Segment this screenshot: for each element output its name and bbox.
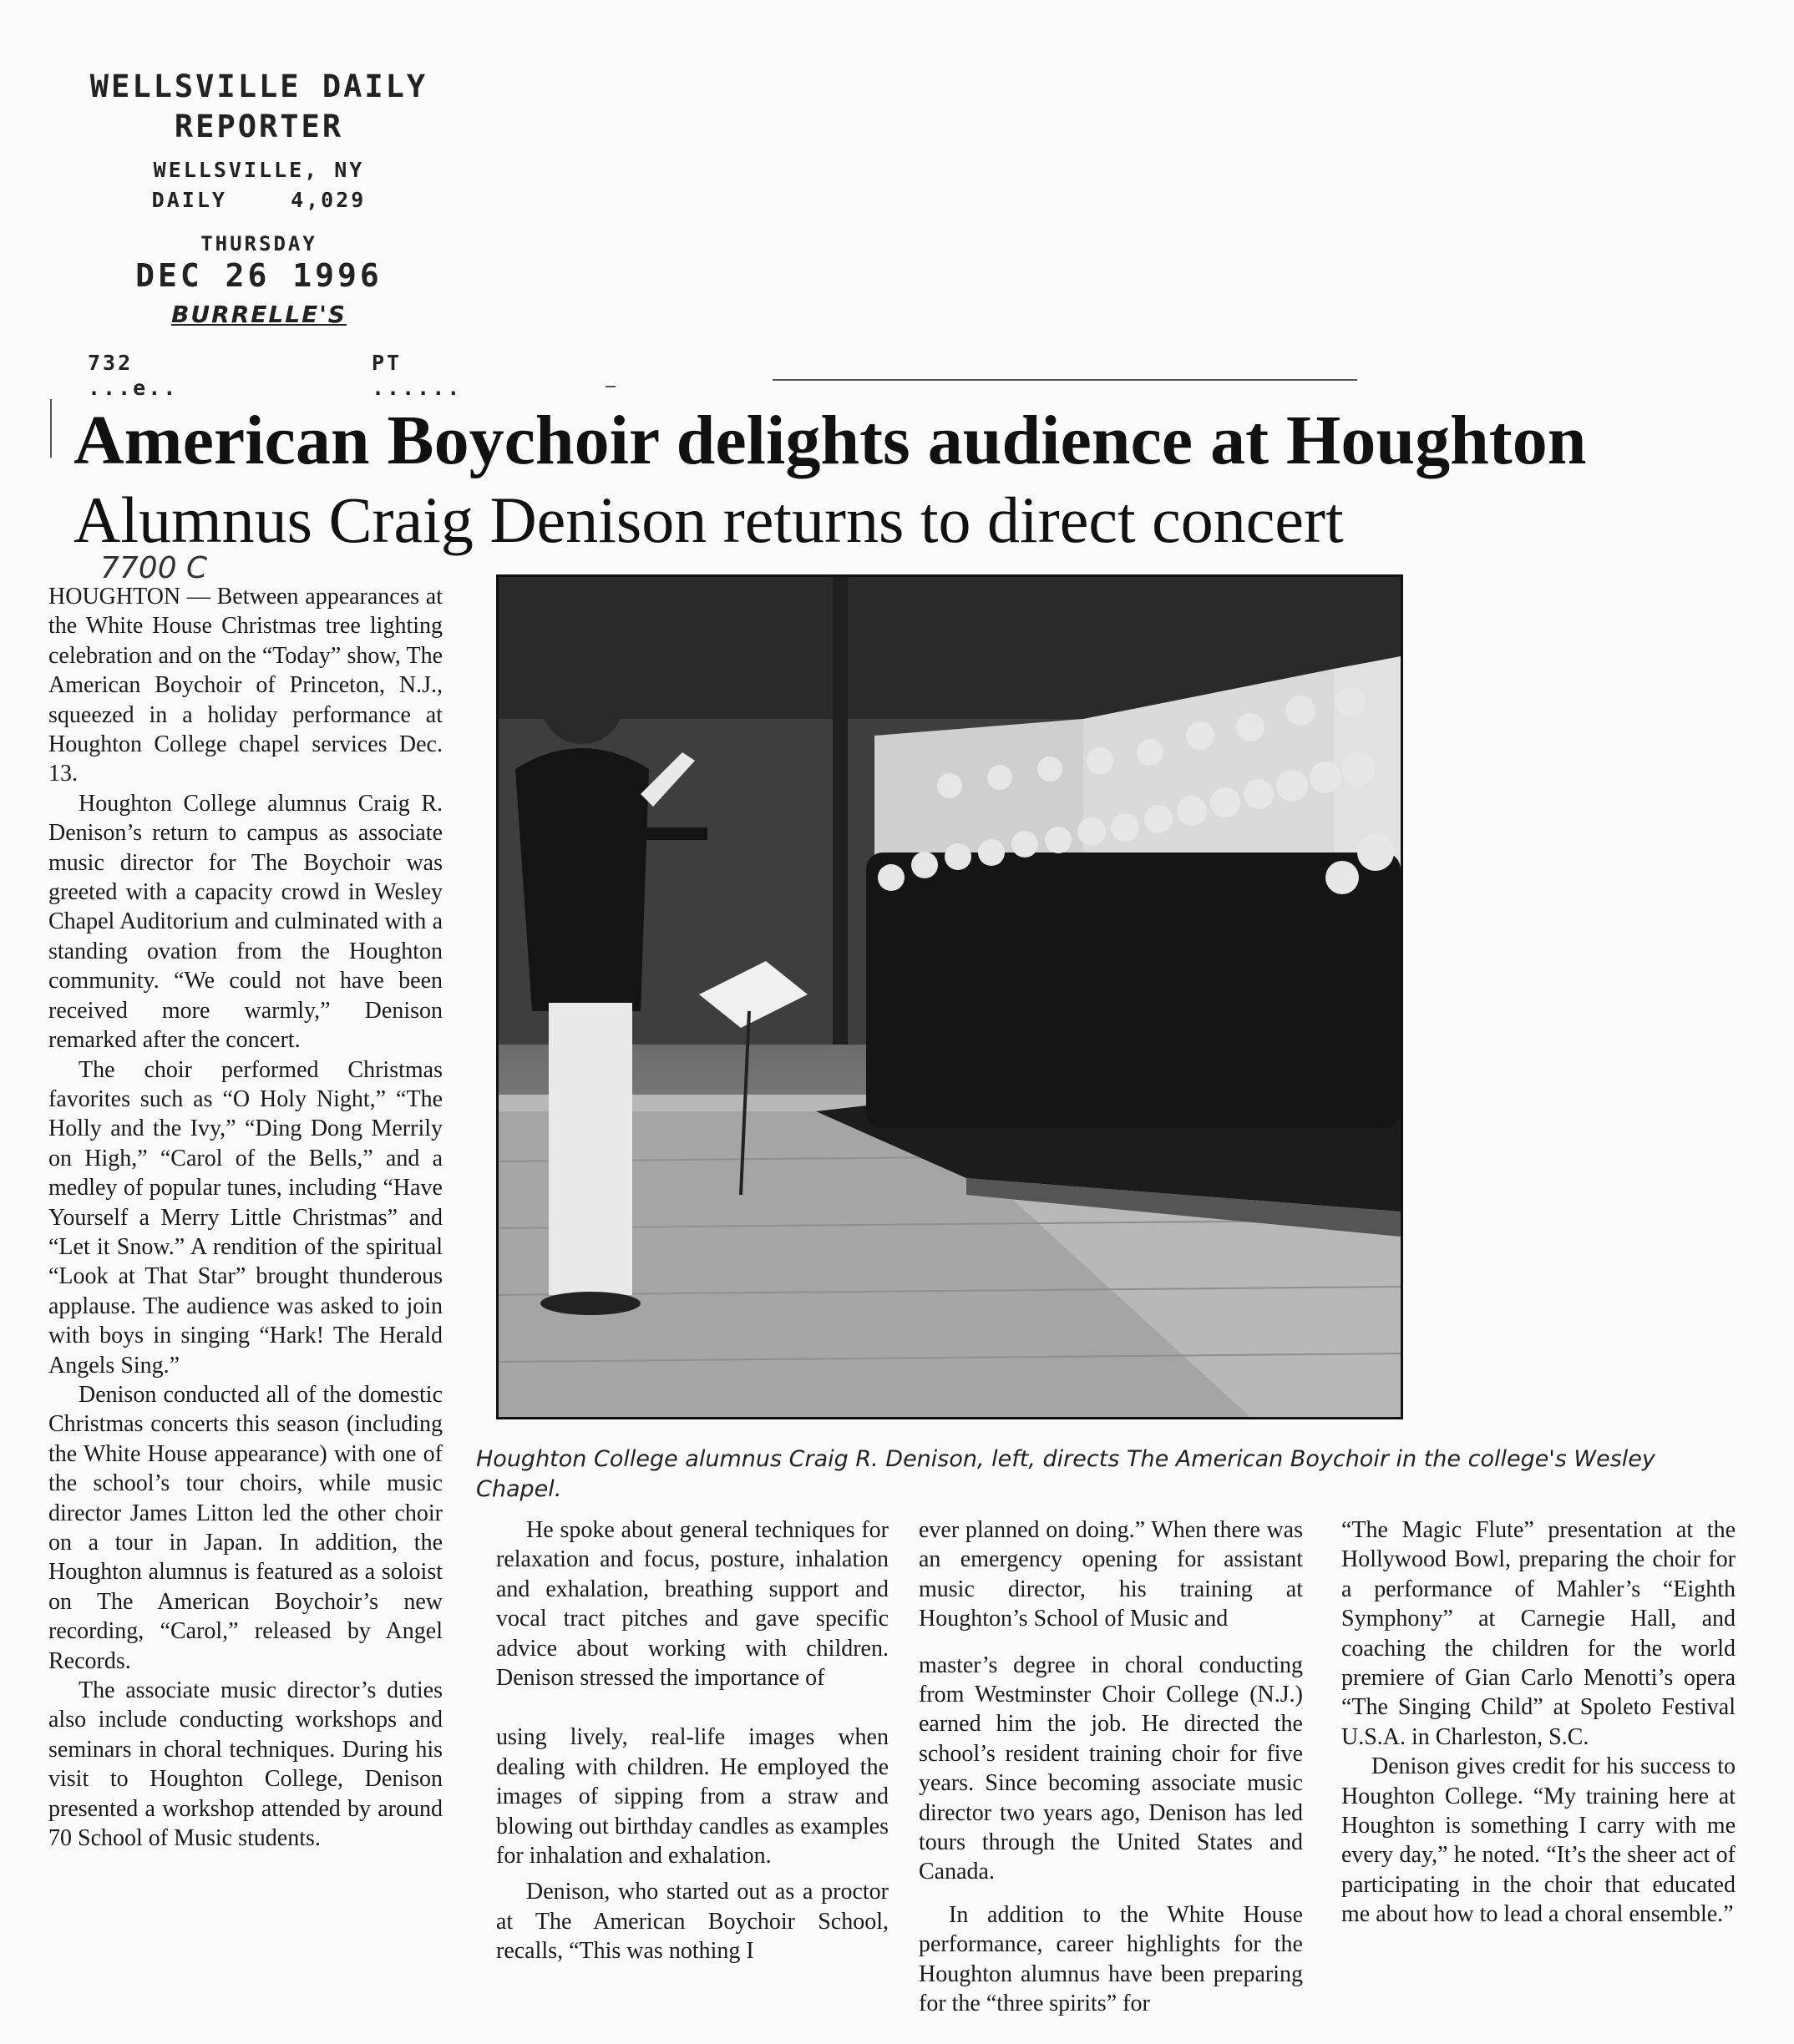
paragraph: ever planned on doing.” When there was an emergency opening for assistant music director, his training at Houghton’s School of Music and (919, 1517, 1303, 1632)
code-right (372, 351, 462, 401)
paragraph: The choir performed Christmas favorites such as “O Holy Night,” “The Holly and the Ivy,” “Ding Dong Merrily on High,” “Carol of the Bells,” and a medley of popular tunes, including “Have Yourself a Merry Little Christmas” and “Let it Snow.” A rendition of the spiritual “Look at That Star” brought thunderous applause. The audience was asked to join with boys in singing “Hark! The Herald Angels Sing.” (48, 1056, 443, 1379)
code-right-label: PT (372, 351, 403, 375)
code-right-sub: ...... (372, 376, 463, 400)
paragraph: HOUGHTON — Between appearances at the White House Christmas tree lighting celebration and on the “Today” show, The American Boychoir of Princeton, N.J., squeezed in a holiday performance at Houghton College chapel services Dec. 13. (48, 584, 443, 787)
paragraph: using lively, real-life images when dealing with children. He employed the images of sipping from a straw and blowing out birthday candles as examples for inhalation and exhalation. (496, 1724, 889, 1869)
paragraph: “The Magic Flute” presentation at the Hollywood Bowl, preparing the choir for a performance of Mahler’s “Eighth Symphony” at Carnegie Hall, and coaching the children for the world premiere of Gian Carlo Menotti’s opera “The Singing Child” at Spoleto Festival U.S.A. in Charleston, S.C. (1341, 1517, 1736, 1750)
choir-photo-graphic (499, 577, 1401, 1417)
clipping-masthead (67, 67, 451, 328)
code-left-sub: ...e.. (88, 376, 179, 400)
top-rule-dash (606, 386, 616, 387)
article-column-4 (1341, 1515, 1736, 1930)
paragraph: He spoke about general techniques for relaxation and focus, posture, inhalation and exhalation, breathing support and vocal tract pitches and gave specific advice about working with children. Denison stressed the importance of (496, 1517, 889, 1692)
paragraph: The associate music director’s duties also include conducting workshops and seminars in choral techniques. During his visit to Houghton College, Denison presented a workshop attended by around 70 School of Music students. (48, 1677, 443, 1852)
paragraph: master’s degree in choral conducting from Westminster Choir College (N.J.) earned him the job. He directed the school’s resident training choir for five years. Since becoming associate music director two years ago, Denison has led tours through the United States and Canada. (919, 1652, 1303, 1885)
photo-caption: Houghton College alumnus Craig R. Denison, left, directs The American Boychoir in the college's Wesley Chapel. (476, 1446, 1655, 1502)
paragraph: Houghton College alumnus Craig R. Denison’s return to campus as associate music director for The Boychoir was greeted with a capacity crowd in Wesley Chapel Auditorium and culminated with a standing ovation from the Houghton community. “We could not have been received more warmly,” Denison remarked after the concert. (48, 790, 443, 1054)
frequency-label: DAILY (151, 188, 227, 212)
paragraph: Denison, who started out as a proctor at The American Boychoir School, recalls, “This was nothing I (496, 1879, 889, 1965)
headline: American Boychoir delights audience at Houghton (73, 402, 1587, 479)
paragraph: Denison conducted all of the domestic Christmas concerts this season (including the White House appearance) with one of the school’s tour choirs, while music director James Litton led the other choir on a tour in Japan. In addition, the Houghton alumnus is featured as a soloist on The American Boychoir’s new recording, “Carol,” released by Angel Records. (48, 1381, 443, 1674)
weekday-label: THURSDAY (200, 232, 317, 256)
circulation-value: 4,029 (291, 188, 367, 212)
newspaper-name: WELLSVILLE DAILY (89, 68, 428, 104)
paragraph: In addition to the White House performance, career highlights for the Houghton alumnus have been preparing for the “three spirits” for (919, 1901, 1303, 2017)
paragraph: Denison gives credit for his success to Houghton College. “My training here at Houghton is something I carry with me every day,” he noted. “It’s the sheer act of participating in the choir that educated me about how to lead a choral ensemble.” (1341, 1753, 1736, 1928)
article-column-3 (919, 1515, 1303, 2019)
code-left (88, 351, 178, 401)
newspaper-name-line2: REPORTER (174, 109, 344, 144)
date-stamp: DEC 26 1996 (135, 257, 383, 294)
top-rule (773, 379, 1357, 381)
margin-mark (50, 399, 52, 458)
circulation-row (67, 185, 451, 215)
city-label: WELLSVILLE, NY (153, 158, 365, 182)
clipping-service-logo: BURRELLE'S (171, 301, 347, 328)
article-column-1 (48, 582, 443, 1853)
article-column-2 (496, 1515, 889, 1966)
subheadline: Alumnus Craig Denison returns to direct concert (73, 483, 1344, 556)
choir-photo (496, 574, 1403, 1419)
code-left-number: 732 (88, 351, 134, 375)
handwritten-note: 7700 C (100, 551, 208, 585)
